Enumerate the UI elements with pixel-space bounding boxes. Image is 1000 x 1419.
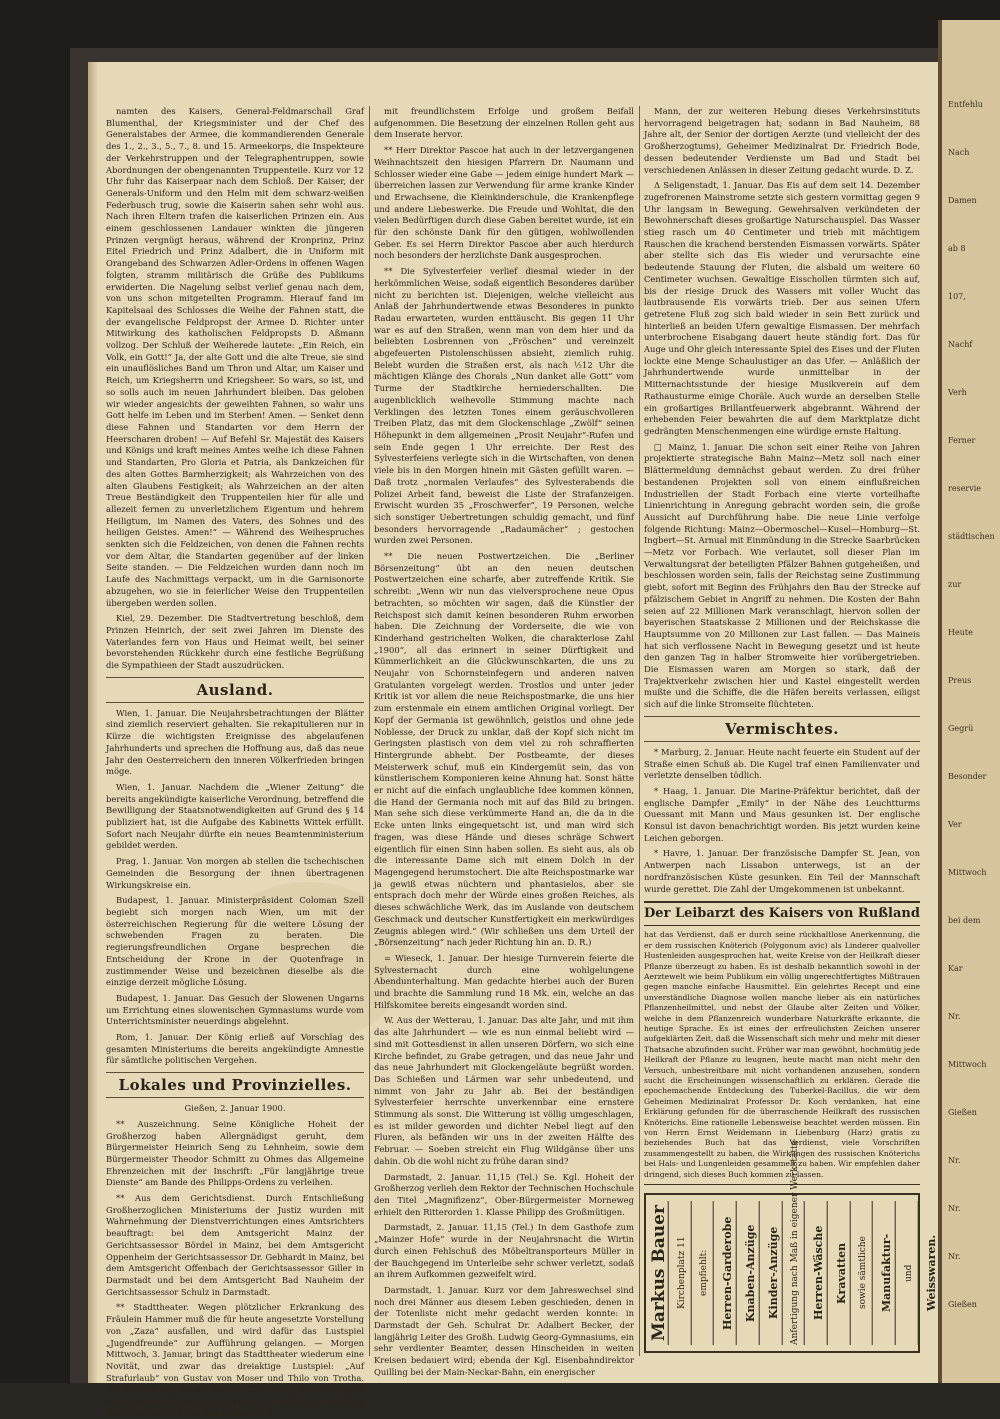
- adjacent-page-edge: [938, 20, 1000, 1383]
- adjacent-page-fragment: Gießen: [948, 1300, 977, 1309]
- ad-item-note: sowie sämtliche: [856, 1201, 873, 1345]
- article-paragraph: * Marburg, 2. Januar. Heute nacht feuerte ein Student auf der Straße einen Schuß ab. Die Kugel traf einen Familienvater und verletzte denselben tödlich.: [644, 746, 920, 781]
- adjacent-page-fragment: zur: [948, 580, 962, 589]
- article-paragraph: ** Die neuen Postwertzeichen. Die „Berliner Börsenzeitung“ übt an den neuen deutschen Postwertzeichen eine scharfe, aber zutreffende Kritik. Sie schreibt: „Wenn wir nun das vielversprochene neue Opus betrachten, so möchten wir sagen, daß die Künstler der Reichspost sich damit keinen besonderen Ruhm erworben haben. Die Zeichnung der Vorderseite, die wie von Kinderhand gestrichelten Wolken, die charakterlose Zahl „1900“, all das erinnert in seiner Dürftigkeit und Kümmerlichkeit an die Glückwunschkarten, die uns zu Neujahr von Schornsteinfegern und anderen naiven Gratulanten vorgelegt werden. Trostlos und unter jeder Kritik ist vor allem die neue Reichspostmarke, die uns hier zum erstenmale ein einem amtlichen Original vorliegt. Der Kopf der Germania ist gewöhnlich, geistlos und ohne jede Noblesse, der Druck zu unklar, daß der Kopf sich nicht im Geringsten plastisch von dem viel zu roh schraffierten Hintergrunde abhebt. Der Postbeamte, der dieses Meisterwerk schuf, muß ein Kindergemüt sein, das von künstlerischem Komponieren keine Ahnung hat. Sonst hätte er nicht auf die einfach unglaubliche Idee kommen können, die Hand der Germania noch mit auf das Bild zu bringen. Man sehe sich diese verkümmerte Hand an, die da in die Ecke unten links eingequetscht ist, und man wird sich fragen, was diese Hände und dieses schräge Schwert eigentlich für einen Sinn haben sollen. Es sieht aus, als ob die interessante Dame sich mit einem Dolch in der Magengegend herumstochert. Die alte Reichspostmarke war ja gewiß etwas nüchtern und phantasielos, aber sie entsprach doch mehr der Würde eines großen Reiches, als dieses schwächliche Werk, das im Auslande von deutschem Geschmack und deutscher Kunstfertigkeit ein merkwürdiges Zeugnis ablegen wird.“ (Wir schließen uns dem Urteil der „Börsenzeitung“ nach jeder Richtung hin an. D. R.): [374, 551, 634, 948]
- article-paragraph: Kiel, 29. Dezember. Die Stadtvertretung beschloß, dem Prinzen Heinrich, der seit zwei Jahren im Dienste des Vaterlandes fern von Haus und Heimat weilt, bei seiner bevorstehenden Rückkehr durch eine festliche Begrüßung die Sympathieen der Stadt auszudrücken.: [106, 613, 364, 671]
- page-edge-shadow: [938, 20, 942, 1383]
- column-3: [644, 106, 939, 1356]
- article-paragraph: Budapest, 1. Januar. Ministerpräsident Coloman Szell begiebt sich morgen nach Wien, um mit der österreichischen Regierung für die weitere Lösung der schwebenden Fragen zu beraten. Die regierungsfreundlichen Organe besprechen die Entscheidung der Krone in der Quotenfrage in zustimmender Weise und bezeichnen dieselbe als die einzige derzeit mögliche Lösung.: [106, 895, 364, 988]
- adjacent-page-fragment: Ferner: [948, 436, 976, 445]
- adjacent-page-fragment: Nachf: [948, 340, 973, 349]
- ad-item: Herren-Wäsche: [811, 1201, 828, 1345]
- article-paragraph: Darmstadt, 1. Januar. Kurz vor dem Jahreswechsel sind noch drei Männer aus diesem Leben geschieden, denen in der Totenliste nicht mehr gedacht werden konnte: in Darmstadt der Geh. Schulrat Dr. Adalbert Becker, der langjährig Leiter des Großh. Ludwig Georg-Gymnasiums, ein sehr verdienter Beamter, dessen Hinscheiden in weiten Kreisen bedauert wird; ebenda der Kgl. Eisenbahndirektor Quilling bei der Main-Neckar-Bahn, ein energischer: [374, 1284, 634, 1377]
- article-paragraph: * Haag, 1. Januar. Die Marine-Präfektur berichtet, daß der englische Dampfer „Emily“ in der Nähe des Leuchtturms Ouessant mit Mann und Maus gesunken ist. Der englische Konsul ist davon benachrichtigt worden. Bis jetzt wurden keine Leichen geborgen.: [644, 785, 920, 843]
- article-paragraph: Prag, 1. Januar. Von morgen ab stellen die tschechischen Gemeinden die Besorgung der ihnen übertragenen Wirkungskreise ein.: [106, 856, 364, 890]
- ad-item: Kinder-Anzüge: [766, 1201, 783, 1345]
- ad-item-note: Anfertigung nach Maß in eigener Werkstätte: [788, 1201, 805, 1345]
- adjacent-page-fragment: Heute: [948, 628, 973, 637]
- advertisement-title: Der Leibarzt des Kaisers von Rußland: [644, 901, 920, 926]
- article-paragraph: Rom, 1. Januar. Der König erließ auf Vorschlag des gesamten Ministeriums die bereits angekündigte Amnestie für sämtliche politischen Vergehen.: [106, 1032, 364, 1066]
- article-paragraph: * Havre, 1. Januar. Der französische Dampfer St. Jean, von Antwerpen nach Lissabon unterwegs, ist an der nordfranzösischen Küste gesunken. Ein Teil der Mannschaft wurde gerettet. Die Zahl der Umgekommenen ist unbekannt.: [644, 848, 920, 894]
- column-rule: [639, 106, 640, 1356]
- ad-item: Kravatten: [834, 1201, 851, 1345]
- ad-item-note: und: [902, 1201, 919, 1345]
- adjacent-page-fragment: Preus: [948, 676, 972, 685]
- article-paragraph: namten des Kaisers, General-Feldmarschall Graf Blumenthal, der Kriegsminister und der Chef des Generalstabes der Armee, die kommandierenden Generale des 1., 2., 3., 5., 7., 8. und 15. Armeekorps, die Inspekteure der Verkehrstruppen und der Telegraphentruppen, sowie Abordnungen der obengenannten Truppenteile. Kurz vor 12 Uhr fuhr das Kaiserpaar nach dem Schloß. Der Kaiser, der Generals-Uniform und den Helm mit dem schwarz-weißen Federbusch trug, sowie die Kaiserin sahen sehr wohl aus. Nach ihren Eltern trafen die kaiserlichen Prinzen ein. Aus einem geschlossenen Landauer winkten die jüngeren Prinzen vergnügt heraus, während der Kronprinz, Prinz Eitel Friedrich und Prinz Adalbert, die in Uniform mit Orangeband des Schwarzen Adler-Ordens in offenen Wagen folgten, stramm militärisch die Grüße des Publikums erwiderten. Die Nagelung selbst verlief genau nach dem, von uns schon mitgeteilten Programm. Hierauf fand im Kapitelsaal des Schlosses die Weihe der Fahnen statt, die der evangelische Feldpropst der Armee D. Richter unter Mitwirkung des katholischen Feldpropsts D. Aßmann vollzog. Der Schluß der Weiherede lautete: „Ein Reich, ein Volk, ein Gott!“ Ja, der alte Gott und die alte Treue, sie sind ein unauflösliches Band um Thron und Altar, um Kaiser und Reich, um Kriegsherrn und Kriegsheer. So wars, so ist, und so solls auch im neuen Jahrhundert bleiben. Das geloben wir wieder angesichts der geweihten Fahnen, so wahr uns Gott helfe im Leben und im Sterben! Amen. — Senket denn diese Fahnen und Standarten vor dem Herrn der Heerscharen droben! — Auf Befehl Sr. Majestät des Kaisers und Königs und kraft meines Amtes weihe ich diese Fahnen und Standarten, Pro Gloria et Patria, als Dankzeichen für des alten Gottes Barmherzigkeit; als Wahrzeichen von des alten Glaubens Festigkeit; als Wahrzeichen an der alten Treue Beständigkeit den Truppenteilen hier für alle und allezeit fernen zu unverletzlichem Eigentum und hehrem Heiligtum, im Namen des Vaters, des Sohnes und des heiligen Geistes. Amen!“ — Während des Weihespruches senkten sich die Feldzeichen, von denen die Fahnen rechts vor dem Altar, die Standarten gegenüber auf der linken Seite standen. — Die Feldzeichen wurden dann noch im Laufe des Nachmittags verpackt, um in die Garnisonorte abzugehen, wo sie in feierlicher Weise den Truppenteilen übergeben werden sollen.: [106, 106, 364, 608]
- ad-recommends: empfiehlt:: [697, 1201, 714, 1345]
- adjacent-page-fragment: 107,: [948, 292, 966, 301]
- adjacent-page-fragment: bei dem: [948, 916, 981, 925]
- advertisement-body: hat das Verdienst, daß er durch seine rückhaltlose Anerkennung, die er dem russischen Knöterich (Polygonum avic) als Linderer qualvoller Hustenleiden ausgesprochen hat, weite Kreise von der Heilkraft dieser Pflanze überzeugt zu haben. Es ist deshalb bekanntlich sowohl in der Aerztewelt wie beim Publikum ein völlig ungerechtfertigtes Mißtrauen gegen manche einfache Hausmittel. Ein gelehrtes Recept und eine unverständliche Diagnose wollen manche lieber als ein natürliches Pflanzenheilmittel, und nebst der Glaube alter Zeiten und Völker, welche in dem Pflanzenreich wunderbare Naturkräfte erkannte, die heutige Sprache. Es ist eines der erfreulichsten Zeichen unserer aufgeklärten Zeit, daß die Wissenschaft sich mehr und mehr mit dieser Thatsache abzufinden sucht. Früher war man gewöhnt, hochmütig jede Heilkraft der Pflanze zu leugnen, heute macht man nicht mehr den Versuch, unbestreitbare mit nicht vorhandenen anzusehen, sondern sucht die Erscheinungen wissenschaftlich zu erklären. Gerade die epochemachende Entdeckung des Tuberkel-Bacillus, die wir dem Geheimen Medizinalrat Professor Dr. Koch verdanken, hat eine Erklärung gefunden für die überraschende Heilkraft des russischen Knöterichs. Eine rationelle Lebensweise beachtet werden müssen. Ein von Herrn Ernst Weidemann in Liebenburg (Harz) gratis zu beziehendes Buch hat das Verdienst, viele Vorschriften zusammengestellt zu haben, die Wirkungen des russischen Knöterichs bei Hals- und Lungenleiden gesammelt zu haben. Wir empfehlen daher dringend, sich dieses Buch kommen zu lassen.: [644, 930, 920, 1185]
- section-heading-ausland: Ausland.: [106, 677, 364, 703]
- article-paragraph: mit freundlichstem Erfolge und großem Beifall aufgenommen. Die Besetzung der einzelnen Rollen geht aus dem Inserate hervor.: [374, 106, 634, 140]
- adjacent-page-fragment: Verh: [948, 388, 967, 397]
- article-paragraph: Darmstadt, 2. Januar. 11,15 (Tel.) Se. Kgl. Hoheit der Großherzog verlieh dem Rektor der Technischen Hochschule den Titel „Magnifizenz“, Ober-Bürgermeister Morneweg erhielt den Ritterorden 1. Klasse Philipp des Großmütigen.: [374, 1171, 634, 1217]
- dateline: Gießen, 2. Januar 1900.: [184, 1103, 286, 1114]
- article-paragraph: Budapest, 1. Januar. Das Gesuch der Slowenen Ungarns um Errichtung eines slowenischen Gymnasiums wurde vom Unterrichtsminister neuerdings abgelehnt.: [106, 992, 364, 1027]
- article-paragraph: Mann, der zur weiteren Hebung dieses Verkehrsinstituts hervorragend beigetragen hat; sodann in Bad Nauheim, 88 Jahre alt, der Senior der dortigen Aerzte (und vielleicht der des Großherzogtums), Geheimer Medizinalrat Dr. Friedrich Bode, dessen bedeutender Verdienste um Bad und Stadt bei verschiedenen Anlässen in dieser Zeitung gedacht wurde. D. Z.: [644, 106, 920, 175]
- adjacent-page-fragment: reservie: [948, 484, 982, 493]
- article-paragraph: ** Herr Direktor Pascoe hat auch in der letzvergangenen Weihnachtszeit den hiesigen Pfarrern Dr. Naumann und Schlosser wieder eine Gabe — jedem einige hundert Mark — überreichen lassen zur Verwendung für arme kranke Kinder und Erwachsene, die Kleinkinderschule, die Krankenpflege und andere Liebeswerke. Die Freude und Wohltat, die den vielen Bedürftigen durch diese Gaben bereitet wurde, ist ein für den schönste Dank für den gütigen, wohlwollenden Geber. Es sei Herrn Direktor Pascoe aber auch hierdurch noch besonders der herzlichste Dank ausgesprochen.: [374, 145, 634, 261]
- adjacent-page-fragment: Nr.: [948, 1012, 961, 1021]
- page-fold: [88, 62, 98, 1383]
- article-paragraph: W. Aus der Wetterau, 1. Januar. Das alte Jahr, und mit ihm das alte Jahrhundert — wie es nun einmal beliebt wird — sind mit Gottesdienst in allen unseren Dörfern, wo sich eine Kirche befindet, zu Grabe getragen, und das neue Jahr und das neue Jahrhundert mit Glockengeläute begrüßt worden. Das Schießen und Lärmen war sehr unbedeutend, und nimmt von Jahr zu Jahr ab. Bei der beständigen Sylvesterfeier herrschte unverkennbar eine ernstere Stimmung als sonst. Die Witterung ist völlig umgeschlagen, es ist milder geworden und dichter Nebel liegt auf den Fluren, als befänden wir uns in der zweiten Hälfte des Februar. — Soeben streicht ein Flug Wildgänse über uns dahin. Ob die wohl nicht zu frühe daran sind?: [374, 1015, 634, 1166]
- adjacent-page-fragment: Kar: [948, 964, 963, 973]
- adjacent-page-fragment: städtischen: [948, 532, 995, 541]
- adjacent-page-fragment: Gegrü: [948, 724, 974, 733]
- column-2: [374, 106, 634, 1377]
- adjacent-page-fragment: Ver: [948, 820, 962, 829]
- ad-item: Knaben-Anzüge: [743, 1201, 760, 1345]
- ad-merchant-name: Markus Bauer: [652, 1201, 669, 1345]
- article-paragraph: Wien, 1. Januar. Die Neujahrsbetrachtungen der Blätter sind ziemlich reserviert gehalten. Sie rekapitulieren nur in Kürze die wichtigsten Ereignisse des abgelaufenen Jahrhunderts und sprechen die Hoffnung aus, daß das neue Jahr den Oesterreichern den inneren Völkerfrieden bringen möge.: [106, 707, 364, 777]
- adjacent-page-fragment: Nr.: [948, 1252, 961, 1261]
- ad-item: Manufaktur-: [879, 1201, 896, 1345]
- adjacent-page-fragment: Nach: [948, 148, 970, 157]
- adjacent-page-fragment: Entfehlu: [948, 100, 983, 109]
- article-paragraph: Δ Seligenstadt, 1. Januar. Das Eis auf dem seit 14. Dezember zugefrorenen Mainstrome setzte sich gestern vormittag gegen 9 Uhr langsam in Bewegung. Gewehrsalven verkündeten der Bewohnerschaft dieses großartige Naturschauspiel. Das Wasser stieg rasch um 40 Centimeter und trieb mit mächtigem Rauschen die krachend berstenden Eismassen vorwärts. Später aber stellte sich das Eis wieder und verursachte eine bedeutende Stauung der Fluten, die alsbald um weitere 60 Centimeter wuchsen. Gewaltige Eisschollen türmten sich auf, bis der riesige Druck des Wassers mit voller Wucht das lautbrausende Eis vorwärts trieb. Der aus seinen Ufern getretene Fluß zog sich bald wieder in sein Bett zurück und hinterließ an beiden Ufern gewaltige Eismassen. Der mehrfach unterbrochene Eisabgang dauert heute ständig fort. Das für Auge und Ohr gleich interessante Spiel des Eises und der Fluten lockte eine Menge Schaulustiger an das Ufer. — Anläßlich der Jahrhundertwende wurde unmittelbar in der Mitternachtsstunde der hiesige Musikverein auf dem Rathausturme einige Choräle. Auch wurde an derselben Stelle ein großartiges Brillantfeuerwerk abgebrannt. Während der erhebenden Feier bewahrten die auf dem Marktplatze dicht gedrängten Menschenmengen eine würdige ernste Haltung.: [644, 180, 920, 436]
- article-paragraph: = Wieseck, 1. Januar. Der hiesige Turnverein feierte die Sylvesternacht durch eine wohlgelungene Abendunterhaltung. Man gedachte hierbei auch der Buren und brachte die Sammlung rund 18 Mk. ein, welche an das Hilfskomitee bereits eingesandt worden sind.: [374, 952, 634, 1010]
- ad-item: Herren-Garderobe: [720, 1201, 737, 1345]
- article-paragraph: ** Die Sylvesterfeier verlief diesmal wieder in der herkömmlichen Weise, sodaß eigentlich Besonderes darüber nicht zu berichten ist. Diejenigen, welche vielleicht aus Anlaß der Jahrhundertwende etwas Besonderes in punkto Radau erwarteten, wurden enttäuscht. Bis gegen 11 Uhr war es auf den Straßen, wenn man von dem hier und da beliebten Losbrennen von „Fröschen“ und vereinzelt abgefeuerten Pistolenschüssen absieht, ziemlich ruhig. Belebt wurden die Straßen erst, als nach ½12 Uhr die mächtigen Klänge des Chorals „Nun danket alle Gott“ vom Turme der Stadtkirche herniederschallten. Die augenblicklich weihevolle Stimmung machte nach Verklingen des letzten Tones einem geräuschvolleren Treiben Platz, das mit dem Glockenschlage „Zwölf“ seinen Höhepunkt in dem allgemeinen „Prosit Neujahr“-Rufen und sein Ende gegen 1 Uhr erreichte. Der Rest des Sylvesterfeiens verlegte sich in die Wirtschaften, von denen viele bis in den Morgen hinein mit Gästen gefüllt waren. — Daß trotz „normalen Verlaufes“ des Sylvesterabends die Polizei Arbeit fand, beweist die Liste der Strafanzeigen. Erwischt wurden 35 „Froschwerfer“, 19 Personen, welche sich sonstiger Uebertretungen schuldig gemacht, und fünf besonders hervorragende „Radaumächer“ ; gestochen wurden zwei Personen.: [374, 266, 634, 546]
- section-heading-lokales: Lokales und Provinzielles.: [106, 1072, 364, 1098]
- article-paragraph: ** Stadttheater. Wegen plötzlicher Erkrankung des Fräulein Hammer muß die für heute angesetzte Vorstellung von „Zaza“ ausfallen, und wird dafür das Lustspiel „Jugendfreunde“ zur Aufführung gelangen. — Morgen Mittwoch, 3. Januar, bringt das Stadttheater wiederum eine Novität, und zwar das dreiaktige Lustspiel: „Auf Strafurlaub“ von Gustav von Moser und Thilo von Trotha. Die Novität hat in der kurzen Zeit ihres Bestehens sich bereits einen Platz in dem Repertoire sämtlicher namhaften Bühnen gesichert und wurde allüberall: [106, 1302, 364, 1418]
- ad-item: Weisswaren.: [924, 1201, 941, 1345]
- article-paragraph: Darmstadt, 2. Januar. 11,15 (Tel.) In dem Gasthofe zum „Mainzer Hofe“ wurde in der Neujahrsnacht die Wirtin durch einen Fehlschuß des Möbeltransporteurs Müller in der Bauchgegend im Unterleibe sehr schwer verletzt, sodaß an ihrem Aufkommen gezweifelt wird.: [374, 1222, 634, 1280]
- adjacent-page-fragment: Nr.: [948, 1204, 961, 1213]
- adjacent-page-fragment: ab 8: [948, 244, 966, 253]
- article-paragraph: □ Mainz, 1. Januar. Die schon seit einer Reihe von Jahren projektierte strategische Bahn Mainz—Metz soll nach einer Blättermeldung demnächst gebaut werden. Zu drei früher bestandenen Projekten soll von einem einflußreichen Industriellen der Stadt Forbach eine vierte vorteilhafte Linienrichtung in Anregung gebracht worden sein, die große Aussicht auf Durchführung habe. Die neue Linie verfolge folgende Richtung: Mainz—Obermoschel—Kusel—Homburg—St. Ingbert—St. Arnual mit Einmündung in die Strecke Saarbrücken—Metz vor Forbach. Wie verlautet, soll dieser Plan im Verwaltungsrat der beteiligten Pfälzer Bahnen gutgeheißen, und beschlossen worden sein, falls der Reichstag seine Zustimmung giebt, sofort mit Beginn des Frühjahrs den Bau der Strecke auf pfälzischem Gebiet in Angriff zu nehmen. Die Kosten der Bahn seien auf 22 Millionen Mark veranschlagt, hiervon sollen der bayerischen Staatskasse 2 Millionen und der Reichskasse die Hauptsumme von 20 Millionen zur Last fallen. — Das Maineis hat sich verflossene Nacht in Bewegung gesetzt und ist heute den ganzen Tag in halber Stromweite hier vorübergetrieben. Die Eismassen waren am Morgen so stark, daß der Trajektverkehr zwischen hier und Kastel eingestellt werden mußte und die Schiffe, die die Häfen bereits verlassen, eiligst sich auf die linke Stromseite flüchteten.: [644, 441, 920, 710]
- article-paragraph: ** Auszeichnung. Seine Königliche Hoheit der Großherzog haben Allergnädigst geruht, dem Bürgermeister Heinrich Seng zu Lehnheim, sowie dem Bürgermeister Theodor Schmitt zu Ohmes das Allgemeine Ehrenzeichen mit der Inschrift: „Für langjährige treue Dienste“ am Bande des Philipps-Ordens zu verleihen.: [106, 1118, 364, 1188]
- section-heading-vermischtes: Vermischtes.: [644, 716, 920, 742]
- clothing-advertisement: [644, 1140, 939, 1353]
- article-paragraph: Wien, 1. Januar. Nachdem die „Wiener Zeitung“ die bereits angekündigte kaiserliche Verordnung, betreffend die Bewilligung der Staatsnotwendigkeiten auf Grund des § 14 publiziert hat, ist die Aufgabe des Kabinetts Wittek erfüllt. Sofort nach Neujahr dürfte ein neues Beamtenministerium gebildet werden.: [106, 781, 364, 851]
- adjacent-page-fragment: Damen: [948, 196, 977, 205]
- column-rule: [369, 106, 370, 1356]
- newspaper-page: [88, 62, 939, 1418]
- adjacent-page-fragment: Mittwoch: [948, 868, 987, 877]
- article-paragraph: ** Aus dem Gerichtsdienst. Durch Entschließung Großherzoglichen Ministeriums der Justiz wurden mit Wahrnehmung der Dienstverrichtungen eines Amtsrichters beauftragt: bei dem Amtsgericht Mainz der Gerichtsassessor Bördel in Mainz, bei dem Amtsgericht Oppenheim der Gerichtsassessor Dr. Gebhardt in Mainz, bei dem Amtsgericht Offenbach der Gerichtsassessor Giller in Darmstadt und bei dem Amtsgericht Bad Nauheim der Gerichtsassessor Schulz in Darmstadt.: [106, 1193, 364, 1297]
- adjacent-page-fragment: Mittwoch: [948, 1060, 987, 1069]
- ad-address: Kirchenplatz 11: [675, 1201, 692, 1345]
- column-1: [106, 106, 364, 1418]
- adjacent-page-fragment: Besonder: [948, 772, 987, 781]
- adjacent-page-fragment: Nr.: [948, 1156, 961, 1165]
- adjacent-page-fragment: Gießen: [948, 1108, 977, 1117]
